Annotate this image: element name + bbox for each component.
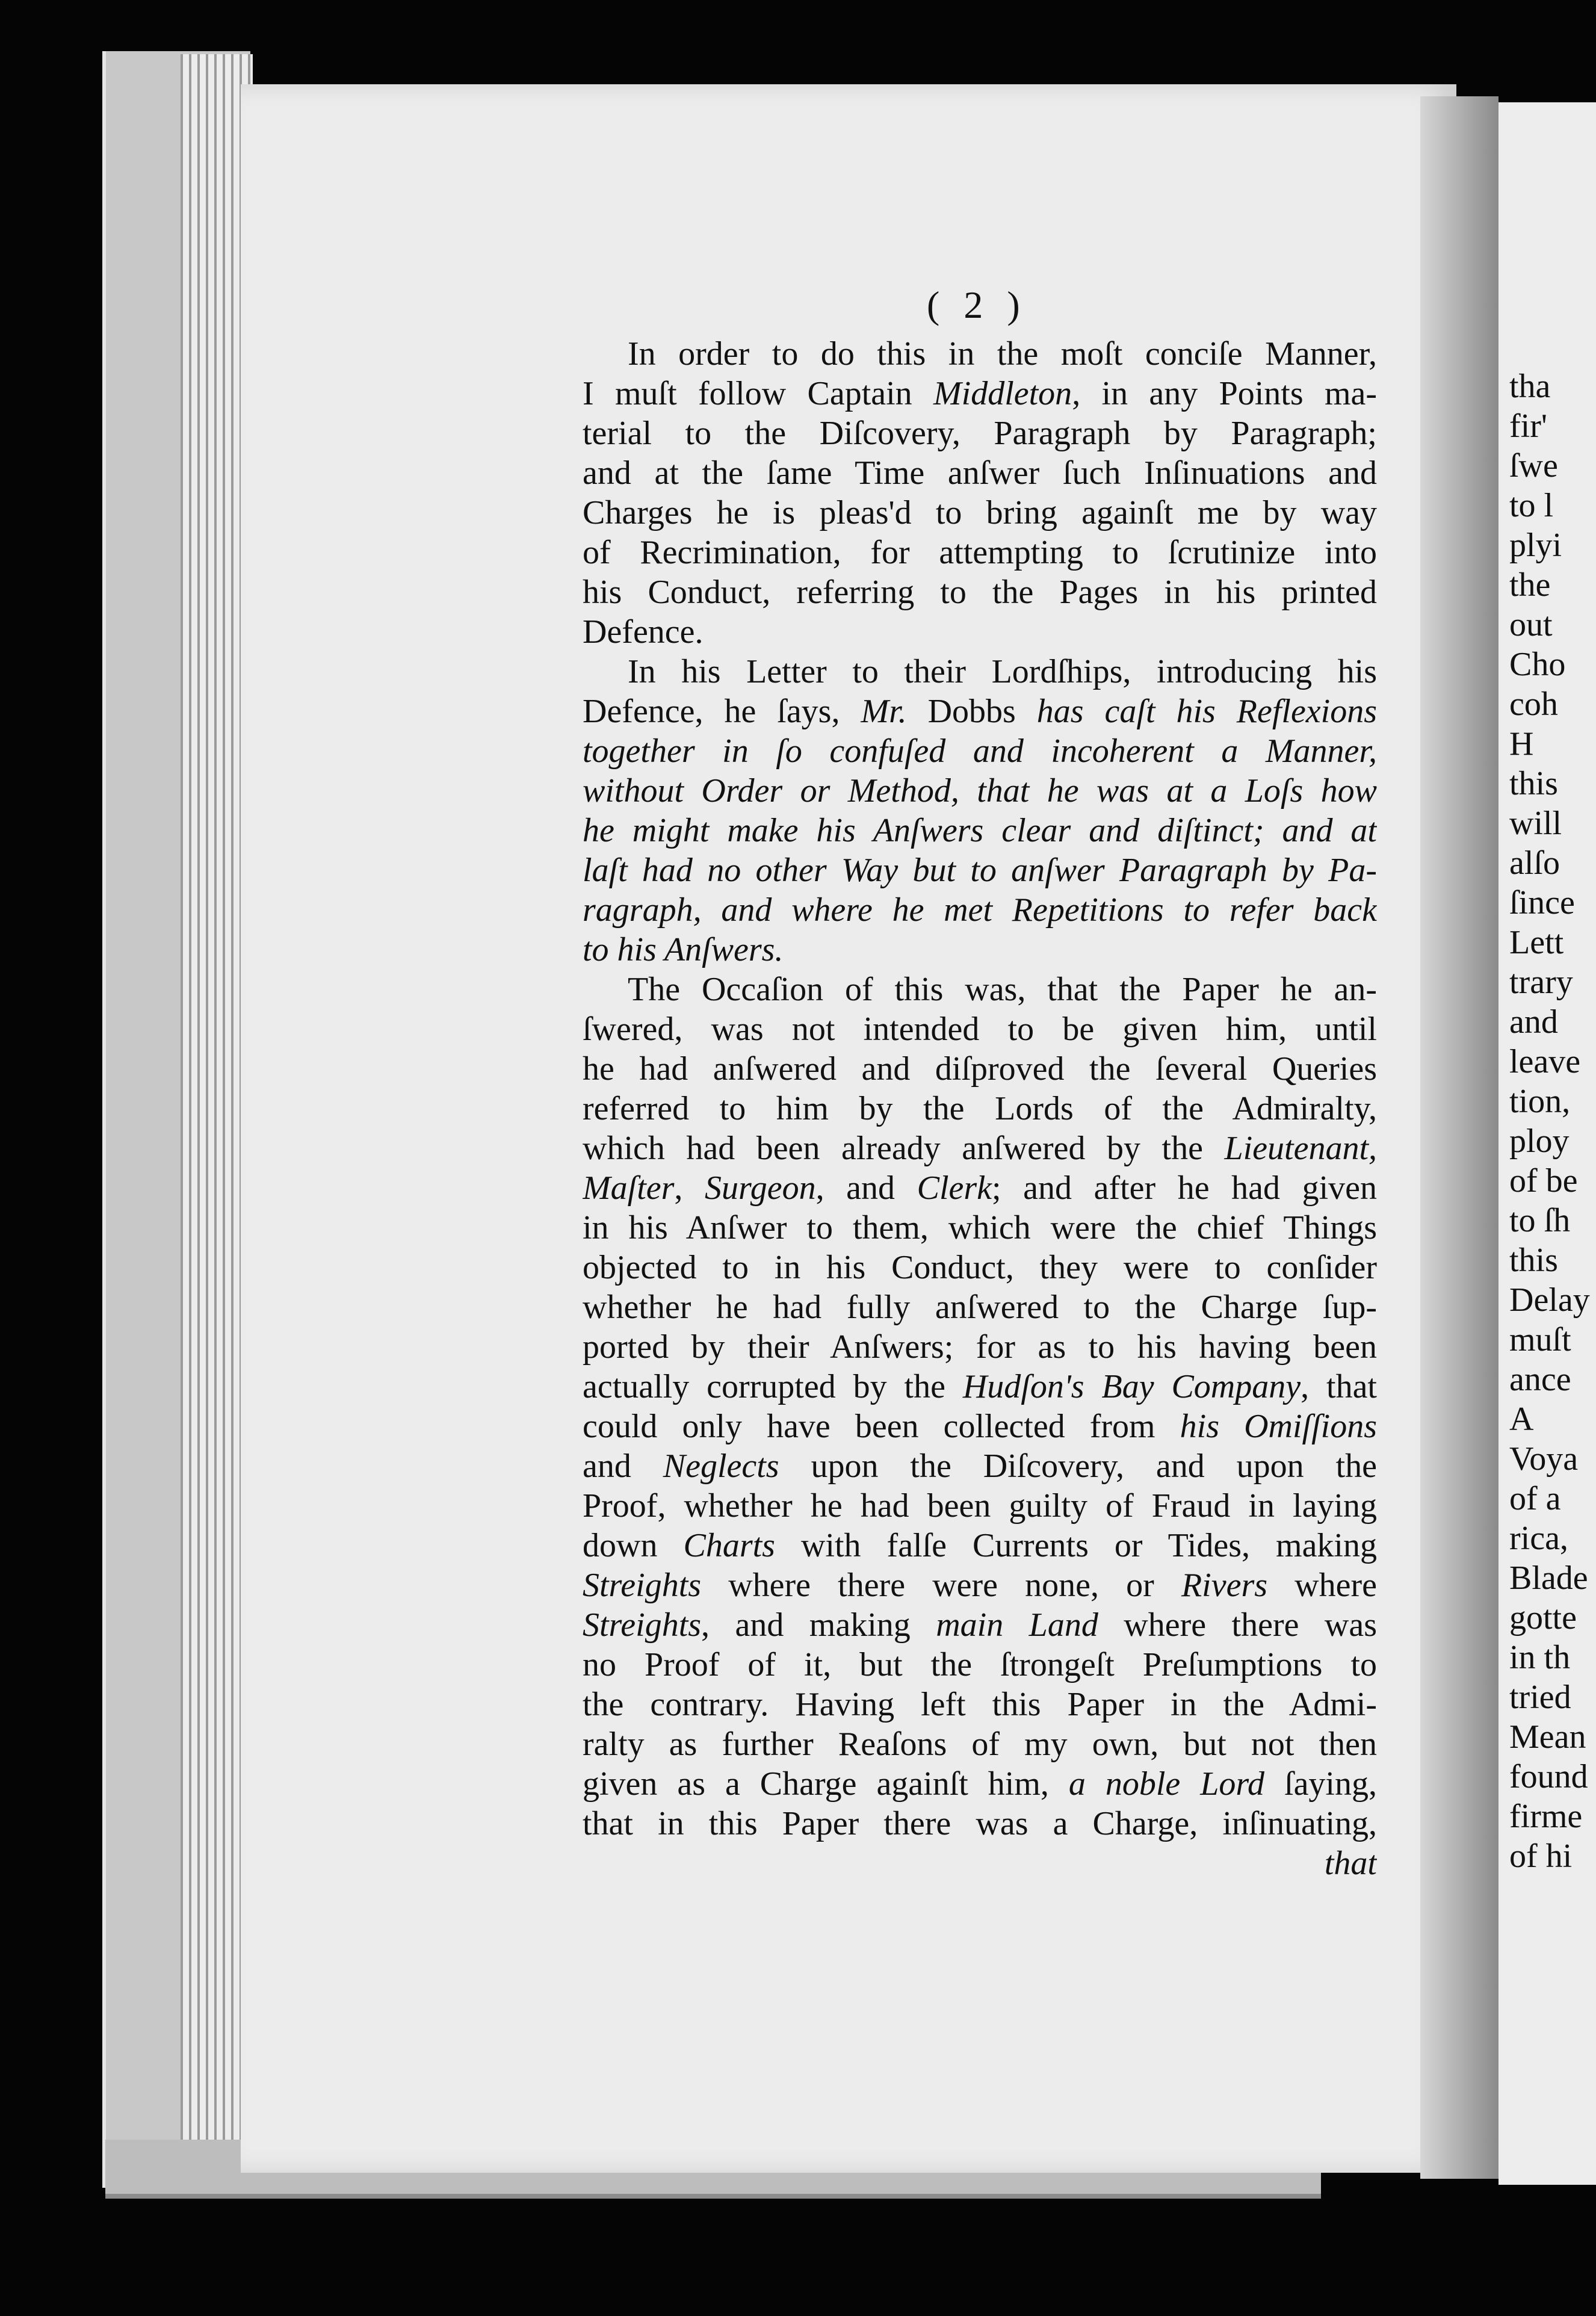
facing-page-line: and [1509, 1003, 1558, 1041]
text-line: objected to in his Conduct, they were to conſider [583, 1249, 1377, 1286]
facing-page-line: of be [1509, 1162, 1578, 1200]
facing-page-line: H [1509, 725, 1534, 763]
text-line: In order to do this in the moſt conciſe Manner, [628, 335, 1377, 373]
facing-page-line: leave [1509, 1043, 1581, 1080]
text-line: he had anſwered and diſproved the ſeveral Queries [583, 1050, 1377, 1088]
facing-page-line: alſo [1509, 844, 1560, 882]
facing-page-line: ploy [1509, 1122, 1570, 1160]
text-line: Proof, whether he had been guilty of Fraud in laying [583, 1487, 1377, 1525]
facing-page-line: to l [1509, 487, 1554, 524]
text-line: ralty as further Reaſons of my own, but not then [583, 1726, 1377, 1763]
book-gutter [1420, 96, 1499, 2179]
text-line: no Proof of it, but the ſtrongeſt Preſumptions to [583, 1646, 1377, 1683]
text-line: Defence. [583, 613, 704, 651]
facing-page-line: ſwe [1509, 447, 1558, 485]
body-text [583, 334, 1377, 1883]
text-line: Maſter, Surgeon, and Clerk; and after he had given [583, 1169, 1377, 1207]
text-line: Defence, he ſays, Mr. Dobbs has caſt his Reflexions [583, 693, 1377, 730]
facing-page-line: A [1509, 1401, 1534, 1438]
facing-page-line: coh [1509, 686, 1558, 723]
text-line: The Occaſion of this was, that the Paper he an- [628, 971, 1377, 1008]
text-line: Streights where there were none, or Rivers where [583, 1567, 1377, 1604]
facing-page-line: this [1509, 1242, 1558, 1279]
text-line: actually corrupted by the Hudſon's Bay Company, that [583, 1368, 1377, 1405]
text-line: ported by their Anſwers; for as to his having been [583, 1328, 1377, 1366]
italic-name: Middleton [933, 375, 1072, 412]
text-line: the contrary. Having left this Paper in the Admi- [583, 1686, 1377, 1723]
text-line: I muſt follow Captain Middleton, in any Points ma- [583, 375, 1377, 412]
facing-page-line: out [1509, 606, 1553, 643]
text-line: which had been already anſwered by the Lieutenant, [583, 1130, 1377, 1167]
text-line: and at the ſame Time anſwer ſuch Inſinuations and [583, 454, 1377, 492]
facing-page-line: of a [1509, 1480, 1561, 1517]
facing-page-line: firme [1509, 1798, 1583, 1835]
text-line: to his Anſwers. [583, 931, 784, 968]
facing-page-line: ſince [1509, 884, 1575, 921]
facing-page [1499, 102, 1596, 2185]
text-line: given as a Charge againſt him, a noble Lord ſaying, [583, 1765, 1377, 1803]
text-line: Streights, and making main Land where there was [583, 1606, 1377, 1644]
facing-page-line: the [1509, 566, 1551, 604]
text-line: could only have been collected from his Omiſſions [583, 1408, 1377, 1445]
facing-page-line: muſt [1509, 1321, 1571, 1358]
facing-page-line: to ſh [1509, 1202, 1571, 1239]
facing-page-line: of hi [1509, 1838, 1573, 1875]
facing-page-line: ance [1509, 1361, 1571, 1398]
text-line: together in ſo confuſed and incoherent a Manner, [583, 732, 1377, 770]
facing-page-line: tion, [1509, 1083, 1571, 1120]
text-line: Charges he is pleas'd to bring againſt me by way [583, 494, 1377, 531]
text-line: down Charts with falſe Currents or Tides, making [583, 1527, 1377, 1564]
catchword: that [1324, 1845, 1377, 1882]
facing-page-line: found [1509, 1758, 1588, 1795]
text-line: and Neglects upon the Diſcovery, and upon the [583, 1447, 1377, 1485]
page-number: ( 2 ) [927, 283, 1027, 326]
text-line: without Order or Method, that he was at a Loſs how [583, 772, 1377, 810]
facing-page-line: this [1509, 765, 1558, 802]
text-line: terial to the Diſcovery, Paragraph by Paragraph; [583, 415, 1377, 452]
text-line: referred to him by the Lords of the Admiralty, [583, 1090, 1377, 1127]
text-line: In his Letter to their Lordſhips, introducing his [628, 653, 1377, 690]
text-line: that in this Paper there was a Charge, inſinuating, [583, 1805, 1377, 1842]
text-line: ſwered, was not intended to be given him, until [583, 1011, 1377, 1048]
facing-page-line: gotte [1509, 1599, 1577, 1636]
text-line: of Recrimination, for attempting to ſcrutinize into [583, 534, 1377, 571]
text-line: laſt had no other Way but to anſwer Paragraph by Pa- [583, 852, 1377, 889]
facing-page-line: will [1509, 805, 1562, 842]
facing-page-line: fir' [1509, 407, 1547, 445]
text-line: he might make his Anſwers clear and diſtinct; and at [583, 812, 1377, 849]
facing-page-line: Lett [1509, 924, 1564, 961]
text-line: his Conduct, referring to the Pages in his printed [583, 574, 1377, 611]
facing-page-line: plyi [1509, 527, 1562, 564]
facing-page-line: in th [1509, 1639, 1571, 1676]
text-line: in his Anſwer to them, which were the chief Things [583, 1209, 1377, 1246]
facing-page-line: Cho [1509, 646, 1566, 683]
facing-page-line: Voya [1509, 1440, 1579, 1478]
facing-page-line: Mean [1509, 1718, 1586, 1756]
text-line: ragraph, and where he met Repetitions to refer back [583, 891, 1377, 929]
facing-page-line: Delay [1509, 1281, 1590, 1319]
facing-page-line: trary [1509, 964, 1573, 1001]
facing-page-line: tried [1509, 1679, 1571, 1716]
facing-page-line: tha [1509, 368, 1551, 405]
facing-page-line: rica, [1509, 1520, 1568, 1557]
facing-page-line: Blade [1509, 1559, 1588, 1597]
text-line: whether he had fully anſwered to the Charge ſup- [583, 1289, 1377, 1326]
